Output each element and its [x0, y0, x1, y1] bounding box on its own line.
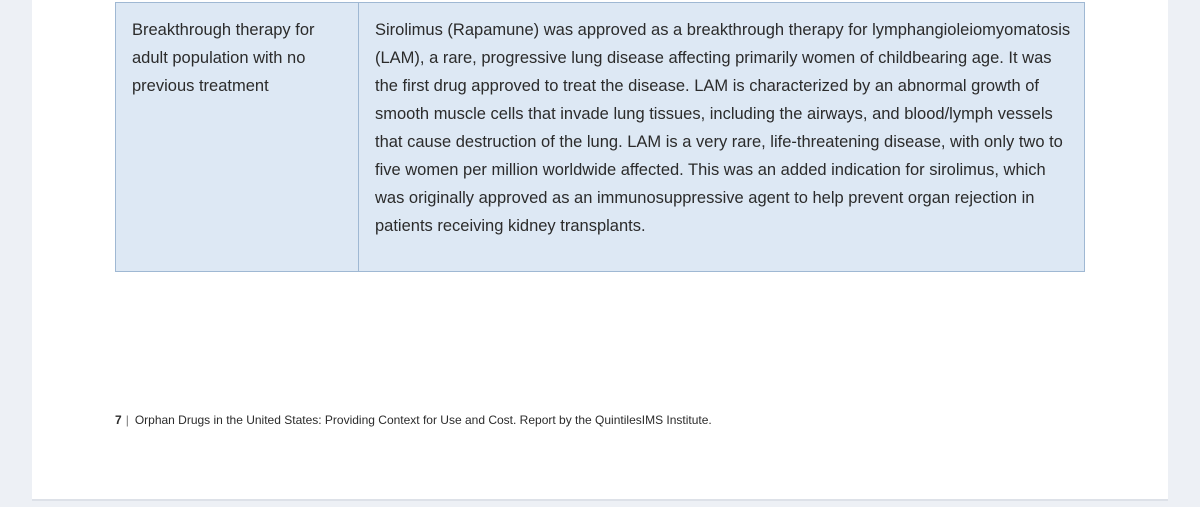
footer-text: Orphan Drugs in the United States: Providing Context for Use and Cost. Report by the QuintilesIMS Institute.	[134, 413, 712, 427]
footer-separator: |	[125, 413, 129, 427]
category-cell: Breakthrough therapy for adult population with no previous treatment	[116, 3, 359, 271]
table-row	[115, 2, 1085, 272]
document-page	[32, 0, 1168, 501]
page-footer	[115, 413, 712, 427]
description-cell: Sirolimus (Rapamune) was approved as a breakthrough therapy for lymphangioleiomyomatosis (LAM), a rare, progressive lung disease affecting primarily women of childbearing age. It was the first drug approved to treat the disease. LAM is characterized by an abnormal growth of smooth muscle cells that invade lung tissues, including the airways, and blood/lymph vessels that cause destruction of the lung. LAM is a very rare, life-threatening disease, with only two to five women per million worldwide affected. This was an added indication for sirolimus, which was originally approved as an immunosuppressive agent to help prevent organ rejection in patients receiving kidney transplants.	[375, 21, 1071, 235]
page-number: 7	[115, 413, 122, 427]
